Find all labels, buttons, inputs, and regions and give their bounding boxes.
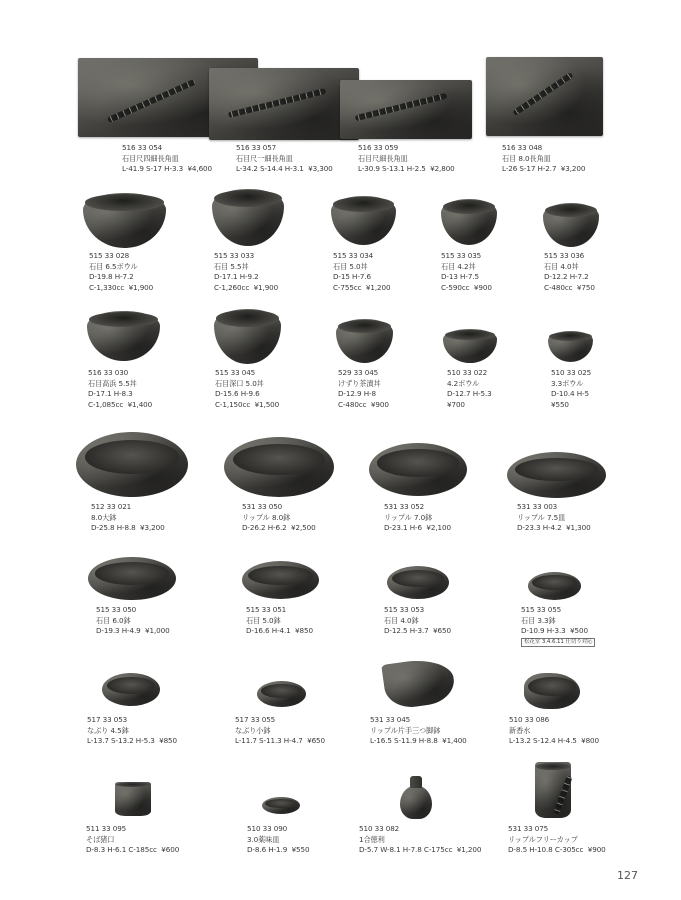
caption-14: 512 33 021 8.0大鉢 D-25.8 H-8.8 ¥3,200	[91, 502, 165, 532]
partition-note: 松花堂 3.4.6.11 仕切り対応	[521, 638, 595, 647]
caption-13: 510 33 025 3.3ボウル D-10.4 H-5 ¥550	[551, 368, 592, 409]
caption-28: 510 33 082 1合徳利 D-5.7 W-8.1 H-7.8 C-175cc ¥1,200	[359, 824, 482, 854]
caption-17: 531 33 003 リップル 7.5皿 D-23.3 H-4.2 ¥1,300	[517, 502, 591, 532]
bowl-image-515-33-033	[212, 189, 284, 246]
caption-18: 515 33 050 石目 6.0鉢 D-19.3 H-4.9 ¥1,000	[96, 605, 170, 635]
bowl-image-517-33-053	[102, 673, 160, 706]
caption-7: 515 33 035 石目 4.2丼 D-13 H-7.5 C-590cc ¥900	[441, 251, 492, 292]
caption-22: 517 33 053 なぶり 4.5鉢 L-13.7 S-13.2 H-5.3 ¥850	[87, 715, 178, 745]
bowl-image-515-33-036	[543, 203, 599, 247]
bowl-image-515-33-028	[83, 193, 166, 248]
plate-image-516-33-059	[340, 80, 472, 139]
dish-image-531-33-003	[507, 452, 606, 498]
page-number: 127	[617, 869, 638, 882]
bowl-image-510-33-025	[548, 331, 593, 362]
dish-image-515-33-053	[387, 566, 449, 599]
caption-8: 515 33 036 石目 4.0丼 D-12.2 H-7.2 C-480cc ¥750	[544, 251, 595, 292]
caption-25: 510 33 086 新香水 L-13.2 S-12.4 H-4.5 ¥800	[509, 715, 600, 745]
bowl-image-516-33-030	[87, 311, 160, 361]
cup-image-531-33-075	[535, 762, 571, 818]
bowl-image-529-33-045	[336, 319, 393, 363]
caption-9: 516 33 030 石目高浜 5.5丼 D-17.1 H-8.3 C-1,085cc ¥1,400	[88, 368, 153, 409]
dish-image-515-33-050	[88, 557, 176, 600]
caption-29: 531 33 075 リップルフリーカップ D-8.5 H-10.8 C-305cc ¥900	[508, 824, 606, 854]
caption-2: 516 33 059 石目尺細長角皿 L-30.9 S-13.1 H-2.5 ¥2,800	[358, 143, 455, 173]
bowl-image-510-33-086	[524, 673, 580, 709]
dish-image-512-33-021	[76, 432, 188, 497]
bowl-image-510-33-022	[443, 329, 497, 363]
caption-21: 515 33 055 石目 3.3鉢 D-10.9 H-3.3 ¥500 松花堂 3.4.6.11 仕切り対応	[521, 605, 595, 647]
caption-10: 515 33 045 石目深口 5.0丼 D-15.6 H-9.6 C-1,150cc ¥1,500	[215, 368, 280, 409]
dish-image-510-33-090	[262, 797, 300, 814]
bowl-image-517-33-055	[257, 681, 306, 707]
caption-27: 510 33 090 3.0薬味皿 D-8.6 H-1.9 ¥550	[247, 824, 310, 854]
caption-5: 515 33 033 石目 5.5丼 D-17.1 H-9.2 C-1,260cc ¥1,900	[214, 251, 279, 292]
dish-image-515-33-051	[242, 561, 319, 599]
dish-image-531-33-050	[224, 437, 334, 497]
plate-image-516-33-057	[209, 68, 359, 140]
caption-0: 516 33 054 石目尺四細長角皿 L-41.9 S-17 H-3.3 ¥4,600	[122, 143, 213, 173]
bowl-image-515-33-035	[441, 199, 497, 245]
caption-12: 510 33 022 4.2ボウル D-12.7 H-5.3 ¥700	[447, 368, 492, 409]
caption-19: 515 33 051 石目 5.0鉢 D-16.6 H-4.1 ¥850	[246, 605, 313, 635]
bottle-neck	[410, 776, 422, 788]
caption-3: 516 33 048 石目 8.0長角皿 L-26 S-17 H-2.7 ¥3,200	[502, 143, 586, 173]
caption-11: 529 33 045 けずり茶漬丼 D-12.9 H-8 C-480cc ¥900	[338, 368, 389, 409]
caption-4: 515 33 028 石目 6.5ボウル D-19.8 H-7.2 C-1,330cc ¥1,900	[89, 251, 154, 292]
caption-23: 517 33 055 なぶり小鉢 L-11.7 S-11.3 H-4.7 ¥650	[235, 715, 326, 745]
bowl-image-531-33-045	[381, 655, 457, 710]
caption-20: 515 33 053 石目 4.0鉢 D-12.5 H-3.7 ¥650	[384, 605, 451, 635]
plate-image-516-33-048	[486, 57, 603, 136]
dish-image-531-33-052	[369, 443, 467, 496]
bowl-image-515-33-034	[331, 196, 396, 245]
caption-15: 531 33 050 リップル 8.0鉢 D-26.2 H-6.2 ¥2,500	[242, 502, 316, 532]
bottle-image-510-33-082	[400, 786, 432, 819]
caption-16: 531 33 052 リップル 7.0鉢 D-23.1 H-6 ¥2,100	[384, 502, 451, 532]
cup-image-511-33-095	[115, 782, 151, 816]
caption-24: 531 33 045 リップル片手三つ脚鉢 L-16.5 S-11.9 H-8.8 ¥1,400	[370, 715, 467, 745]
caption-6: 515 33 034 石目 5.0丼 D-15 H-7.6 C-755cc ¥1,200	[333, 251, 391, 292]
caption-1: 516 33 057 石目尺一細長角皿 L-34.2 S-14.4 H-3.1 ¥3,300	[236, 143, 333, 173]
caption-26: 511 33 095 そば猪口 D-8.3 H-6.1 C-185cc ¥600	[86, 824, 180, 854]
dish-image-515-33-055	[528, 572, 581, 600]
bowl-image-515-33-045	[214, 309, 281, 364]
